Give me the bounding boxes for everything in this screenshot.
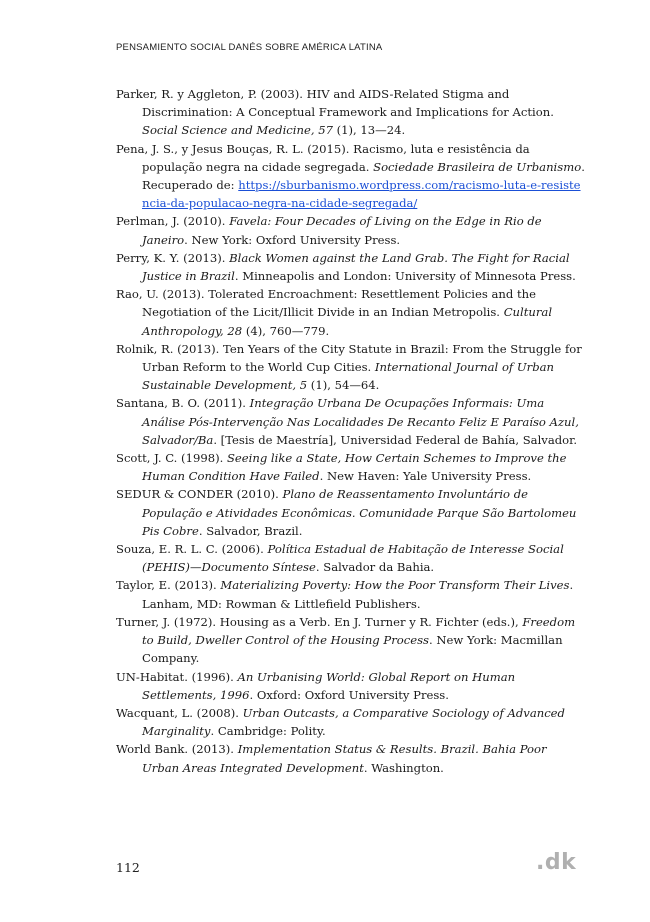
reference-text: . Recuperado de:	[142, 159, 585, 193]
reference-text: Scott, J. C. (1998).	[116, 451, 227, 466]
reference-title: Seeing like a State, How Certain Schemes to Improve the Human Condition Have Failed	[142, 451, 567, 484]
reference-text: (1), 54—64.	[307, 378, 380, 393]
reference-entry	[116, 540, 586, 576]
reference-text: . Lanham, MD: Rowman & Littlefield Publishers.	[142, 578, 574, 611]
reference-title: Freedom to Build, Dweller Control of the Housing Process	[142, 614, 576, 648]
reference-text: Taylor, E. (2013).	[116, 578, 221, 593]
reference-text: Parker, R. y Aggleton, P. (2003). HIV and AIDS-Related Stigma and Discrimination: A Conceptual Framework and Implications for Action.	[116, 87, 554, 120]
reference-text: . New York: Oxford University Press.	[184, 232, 401, 247]
reference-title: Social Science and Medicine, 57	[142, 123, 333, 138]
reference-text: . Salvador da Bahia.	[315, 560, 435, 575]
reference-text: (1), 13—24.	[332, 123, 406, 138]
reference-text: Turner, J. (1972). Housing as a Verb. En J. Turner y R. Fichter (eds.),	[116, 614, 523, 629]
reference-title: Urban Outcasts, a Comparative Sociology of Advanced Marginality	[142, 705, 565, 739]
reference-title: Materializing Poverty: How the Poor Transform Their Lives	[220, 578, 570, 593]
reference-text: . Cambridge: Polity.	[210, 724, 326, 739]
reference-title: Favela: Four Decades of Living on the Edge in Rio de Janeiro	[142, 214, 542, 247]
reference-text: UN-Habitat. (1996).	[116, 669, 238, 684]
reference-entry	[116, 85, 586, 140]
reference-entry	[116, 140, 586, 213]
reference-title: Cultural Anthropology, 28	[142, 305, 553, 338]
reference-entry	[116, 285, 586, 340]
page-number: 112	[116, 860, 140, 875]
reference-title: An Urbanising World: Global Report on Human Settlements, 1996	[142, 669, 516, 702]
reference-entry	[116, 485, 586, 540]
reference-entry	[116, 340, 586, 395]
reference-text: Wacquant, L. (2008).	[116, 705, 243, 720]
reference-text: . Washington.	[363, 760, 444, 775]
reference-entry	[116, 704, 586, 740]
reference-entry	[116, 668, 586, 704]
reference-text: . New York: Macmillan Company.	[142, 633, 563, 666]
reference-text: Perry, K. Y. (2013).	[116, 250, 230, 265]
reference-text: . Minneapolis and London: University of Minnesota Press.	[234, 269, 576, 284]
reference-text: (4), 760—779.	[242, 323, 330, 338]
reference-text: . Oxford: Oxford University Press.	[249, 687, 449, 702]
reference-text: Perlman, J. (2010).	[116, 214, 230, 229]
reference-text: . New Haven: Yale University Press.	[319, 469, 532, 484]
reference-text: SEDUR & CONDER (2010).	[116, 487, 283, 502]
reference-text: . [Tesis de Maestría], Universidad Federal de Bahía, Salvador.	[213, 432, 578, 447]
reference-title: Black Women against the Land Grab. The Fight for Racial Justice in Brazil	[142, 250, 570, 284]
reference-title: International Journal of Urban Sustainable Development, 5	[142, 360, 555, 393]
reference-text: World Bank. (2013).	[116, 742, 238, 757]
reference-entry	[116, 249, 586, 285]
reference-text: Santana, B. O. (2011).	[116, 396, 250, 411]
reference-link[interactable]: https://sburbanismo.wordpress.com/racismo-luta-e-resistencia-da-populacao-negra-na-cidade-segregada/	[142, 178, 581, 211]
reference-text: . Salvador, Brazil.	[198, 523, 303, 538]
reference-entry	[116, 613, 586, 668]
reference-text: Rolnik, R. (2013). Ten Years of the City Statute in Brazil: From the Struggle for Urban Reform to the World Cup Cities.	[116, 341, 582, 375]
reference-title: Plano de Reassentamento Involuntário de População e Atividades Econômicas. Comunidade Parque São Bartolomeu Pis Cobre	[142, 487, 577, 538]
reference-entry	[116, 576, 586, 612]
running-header: PENSAMIENTO SOCIAL DANÉS SOBRE AMÉRICA LATINA	[116, 42, 383, 53]
reference-title: Integração Urbana De Ocupações Informais: Uma Análise Pós-Intervenção Nas Localidades De Recanto Feliz E Paraíso Azul, Salvador/Ba	[142, 396, 579, 447]
reference-entry	[116, 740, 586, 776]
reference-entry	[116, 212, 586, 248]
reference-text: Pena, J. S., y Jesus Bouças, R. L. (2015). Racismo, luta e resistência da população negra na cidade segregada.	[116, 141, 530, 174]
reference-text: Rao, U. (2013). Tolerated Encroachment: Resettlement Policies and the Negotiation of the Licit/Illicit Divide in an Indian Metropolis.	[116, 287, 536, 320]
reference-entry	[116, 394, 586, 449]
dk-logo: .dk	[536, 850, 577, 875]
reference-title: Política Estadual de Habitação de Interesse Social (PEHIS)—Documento Síntese	[142, 542, 564, 575]
reference-title: Sociedade Brasileira de Urbanismo	[373, 159, 582, 174]
reference-text: Souza, E. R. L. C. (2006).	[116, 542, 268, 557]
reference-title: Implementation Status & Results. Brazil. Bahia Poor Urban Areas Integrated Development	[142, 742, 547, 775]
reference-entry	[116, 449, 586, 485]
reference-list	[116, 85, 586, 777]
